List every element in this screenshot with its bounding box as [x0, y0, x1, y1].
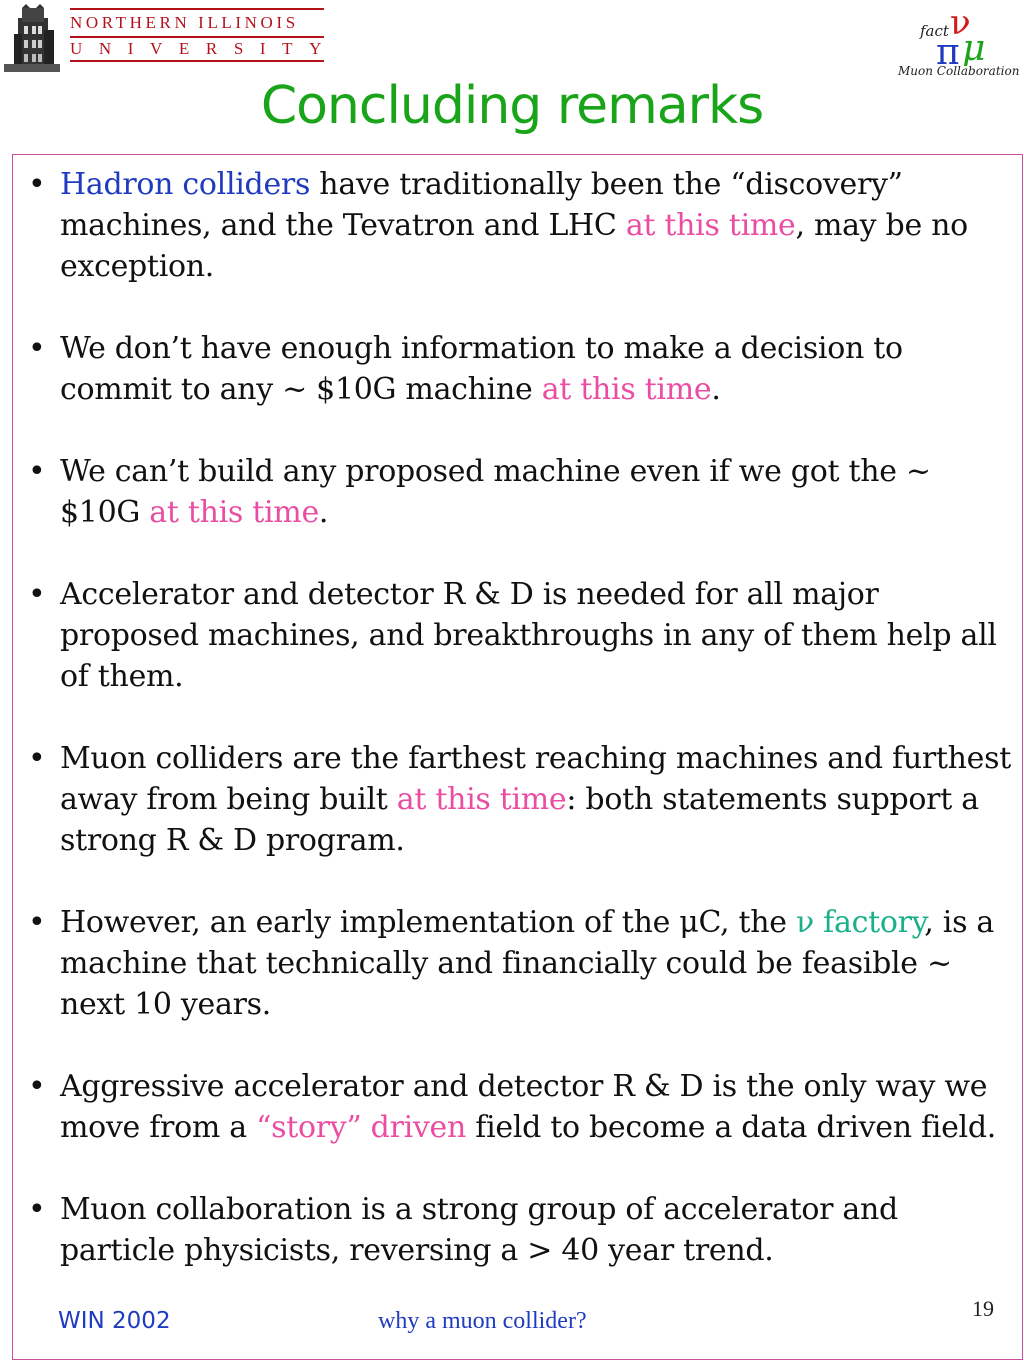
bullet-dot-icon: •: [28, 741, 46, 776]
logo-caption: Muon Collaboration: [898, 64, 1020, 78]
logo-mu-symbol: μ: [962, 28, 986, 66]
bullet-item: [28, 451, 1013, 533]
highlighted-text: Hadron colliders: [60, 167, 311, 202]
bullet-dot-icon: •: [28, 1192, 46, 1227]
logo-pi-symbol: π: [936, 32, 960, 66]
bullet-text: Muon colliders are the farthest reaching machines and furthest away from being built: [60, 741, 1011, 817]
bullet-dot-icon: •: [28, 167, 46, 202]
wordmark-bottom-rule: [70, 60, 324, 62]
bullet-dot-icon: •: [28, 577, 46, 612]
university-tower-logo: [4, 4, 60, 72]
bullet-item: [28, 902, 1013, 1025]
bullet-dot-icon: •: [28, 331, 46, 366]
footer-talk-title: why a muon collider?: [378, 1308, 587, 1334]
bullet-text: We can’t build any proposed machine even if we got the ~ $10G: [60, 454, 931, 530]
bullet-text: , may be no exception.: [60, 208, 968, 284]
footer-event: WIN 2002: [58, 1308, 171, 1334]
bullet-text: .: [318, 495, 329, 530]
bullet-list: [28, 164, 1013, 1312]
bullet-dot-icon: •: [28, 1069, 46, 1104]
page-number: 19: [972, 1296, 994, 1321]
bullet-text: , is a machine that technically and financially could be feasible ~ next 10 years.: [60, 905, 994, 1022]
bullet-text: Accelerator and detector R & D is needed for all major proposed machines, and breakthroughs in any of them help all of them.: [60, 577, 997, 694]
bullet-item: [28, 328, 1013, 410]
university-name-line1: NORTHERN ILLINOIS: [70, 13, 299, 32]
highlighted-text: ν factory: [796, 905, 925, 940]
logo-fact-text: fact: [920, 22, 949, 40]
logo-nu-symbol: ν: [950, 4, 971, 43]
bullet-item: [28, 738, 1013, 861]
university-name-line2: UNIVERSITY: [70, 39, 338, 58]
bullet-item: [28, 1189, 1013, 1271]
highlighted-text: at this time: [625, 208, 796, 243]
bullet-item: [28, 574, 1013, 697]
bullet-text: have traditionally been the “discovery” machines, and the Tevatron and LHC: [60, 167, 903, 243]
highlighted-text: at this time: [396, 782, 567, 817]
bullet-dot-icon: •: [28, 454, 46, 489]
bullet-text: : both statements support a strong R & D program.: [60, 782, 979, 858]
university-wordmark: [70, 8, 338, 62]
highlighted-text: at this time: [541, 372, 712, 407]
highlighted-text: “story” driven: [256, 1110, 467, 1145]
highlighted-text: at this time: [149, 495, 319, 530]
bullet-text: .: [711, 372, 721, 407]
bullet-text: field to become a data driven field.: [466, 1110, 996, 1145]
bullet-text: Aggressive accelerator and detector R & D is the only way we move from a: [60, 1069, 988, 1145]
bullet-text: We don’t have enough information to make a decision to commit to any ~ $10G machine: [60, 331, 903, 407]
slide-title: Concluding remarks: [260, 76, 764, 136]
bullet-dot-icon: •: [28, 905, 46, 940]
bullet-text: However, an early implementation of the μC, the: [60, 905, 796, 940]
bullet-item: [28, 164, 1013, 287]
bullet-text: Muon collaboration is a strong group of accelerator and particle physicists, reversing a > 40 year trend.: [60, 1192, 898, 1268]
bullet-item: [28, 1066, 1013, 1148]
nu-pi-mu-logo-icon: [898, 4, 1022, 66]
